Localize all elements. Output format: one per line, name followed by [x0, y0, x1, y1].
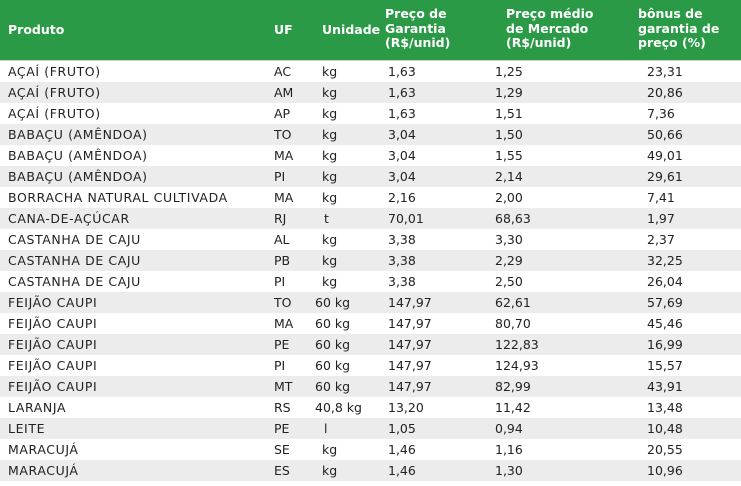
table-row: [0, 334, 741, 355]
table-row: [0, 145, 741, 166]
table-row: [0, 250, 741, 271]
cell-uf: PI: [274, 358, 286, 373]
cell-preco-garantia: 1,63: [388, 64, 416, 79]
header-preco-garantia: Preço de Garantia (R$/unid): [385, 6, 451, 50]
cell-unidade: kg: [322, 169, 338, 184]
cell-preco-medio: 1,29: [495, 85, 523, 100]
table-row: [0, 208, 741, 229]
cell-unidade: 60 kg: [315, 337, 351, 352]
cell-produto: AÇAÍ (FRUTO): [8, 85, 101, 100]
cell-unidade: kg: [322, 442, 338, 457]
cell-preco-garantia: 1,46: [388, 463, 416, 478]
cell-preco-garantia: 1,05: [388, 421, 416, 436]
cell-unidade: t: [324, 211, 329, 226]
cell-preco-garantia: 70,01: [388, 211, 424, 226]
cell-preco-garantia: 147,97: [388, 358, 432, 373]
cell-produto: BABAÇU (AMÊNDOA): [8, 169, 148, 184]
cell-preco-medio: 1,30: [495, 463, 523, 478]
cell-unidade: l: [324, 421, 328, 436]
cell-uf: ES: [274, 463, 290, 478]
cell-unidade: kg: [322, 64, 338, 79]
cell-bonus: 49,01: [647, 148, 683, 163]
cell-bonus: 1,97: [647, 211, 675, 226]
cell-uf: TO: [274, 295, 292, 310]
cell-produto: CASTANHA DE CAJU: [8, 274, 141, 289]
cell-uf: AC: [274, 64, 292, 79]
cell-preco-medio: 1,16: [495, 442, 523, 457]
table-row: [0, 439, 741, 460]
cell-unidade: kg: [322, 274, 338, 289]
cell-preco-garantia: 2,16: [388, 190, 416, 205]
cell-preco-medio: 11,42: [495, 400, 531, 415]
cell-bonus: 7,41: [647, 190, 675, 205]
cell-produto: BABAÇU (AMÊNDOA): [8, 127, 148, 142]
cell-produto: CANA-DE-AÇÚCAR: [8, 211, 130, 226]
cell-preco-medio: 122,83: [495, 337, 539, 352]
cell-bonus: 16,99: [647, 337, 683, 352]
cell-preco-garantia: 3,38: [388, 253, 416, 268]
cell-uf: PE: [274, 421, 290, 436]
cell-preco-garantia: 147,97: [388, 295, 432, 310]
cell-preco-garantia: 147,97: [388, 316, 432, 331]
cell-preco-garantia: 3,38: [388, 274, 416, 289]
cell-bonus: 57,69: [647, 295, 683, 310]
table-row: [0, 229, 741, 250]
header-uf: UF: [274, 22, 293, 37]
cell-unidade: 40,8 kg: [315, 400, 362, 415]
cell-bonus: 20,55: [647, 442, 683, 457]
cell-preco-medio: 2,14: [495, 169, 523, 184]
cell-preco-medio: 1,50: [495, 127, 523, 142]
cell-preco-garantia: 13,20: [388, 400, 424, 415]
cell-produto: AÇAÍ (FRUTO): [8, 64, 101, 79]
cell-bonus: 15,57: [647, 358, 683, 373]
cell-preco-garantia: 3,04: [388, 169, 416, 184]
cell-preco-garantia: 147,97: [388, 379, 432, 394]
table-row: [0, 460, 741, 481]
header-unidade: Unidade: [322, 22, 381, 37]
cell-uf: AL: [274, 232, 290, 247]
table-row: [0, 187, 741, 208]
cell-bonus: 29,61: [647, 169, 683, 184]
table-row: [0, 82, 741, 103]
cell-bonus: 32,25: [647, 253, 683, 268]
cell-preco-medio: 1,51: [495, 106, 523, 121]
table-row: [0, 166, 741, 187]
cell-uf: MT: [274, 379, 293, 394]
cell-produto: AÇAÍ (FRUTO): [8, 106, 101, 121]
cell-unidade: kg: [322, 232, 338, 247]
cell-preco-garantia: 147,97: [388, 337, 432, 352]
table-row: [0, 376, 741, 397]
cell-produto: CASTANHA DE CAJU: [8, 232, 141, 247]
cell-unidade: kg: [322, 253, 338, 268]
cell-produto: FEIJÃO CAUPI: [8, 295, 98, 310]
cell-produto: FEIJÃO CAUPI: [8, 358, 98, 373]
cell-preco-garantia: 1,63: [388, 106, 416, 121]
cell-uf: MA: [274, 316, 294, 331]
cell-uf: AM: [274, 85, 294, 100]
cell-unidade: kg: [322, 190, 338, 205]
cell-preco-medio: 2,50: [495, 274, 523, 289]
cell-bonus: 10,96: [647, 463, 683, 478]
cell-preco-medio: 1,55: [495, 148, 523, 163]
cell-preco-medio: 68,63: [495, 211, 531, 226]
cell-preco-medio: 3,30: [495, 232, 523, 247]
header-preco-medio: Preço médio de Mercado (R$/unid): [506, 6, 594, 50]
cell-preco-medio: 2,29: [495, 253, 523, 268]
cell-preco-medio: 2,00: [495, 190, 523, 205]
table-row: [0, 397, 741, 418]
cell-preco-medio: 124,93: [495, 358, 539, 373]
cell-unidade: kg: [322, 463, 338, 478]
header-produto: Produto: [8, 22, 65, 37]
cell-uf: RJ: [274, 211, 287, 226]
cell-bonus: 45,46: [647, 316, 683, 331]
table-row: [0, 313, 741, 334]
cell-uf: PI: [274, 274, 286, 289]
table-row: [0, 292, 741, 313]
cell-preco-garantia: 1,63: [388, 85, 416, 100]
cell-uf: PI: [274, 169, 286, 184]
cell-unidade: 60 kg: [315, 295, 351, 310]
cell-bonus: 2,37: [647, 232, 675, 247]
cell-bonus: 7,36: [647, 106, 675, 121]
cell-unidade: kg: [322, 85, 338, 100]
cell-preco-garantia: 3,04: [388, 148, 416, 163]
cell-bonus: 50,66: [647, 127, 683, 142]
cell-unidade: 60 kg: [315, 358, 351, 373]
cell-produto: MARACUJÁ: [8, 442, 79, 457]
cell-preco-medio: 80,70: [495, 316, 531, 331]
cell-uf: RS: [274, 400, 291, 415]
cell-uf: PB: [274, 253, 291, 268]
table-row: [0, 124, 741, 145]
cell-uf: SE: [274, 442, 290, 457]
table-body: [0, 61, 741, 481]
cell-preco-garantia: 1,46: [388, 442, 416, 457]
cell-uf: PE: [274, 337, 290, 352]
cell-produto: FEIJÃO CAUPI: [8, 316, 98, 331]
cell-produto: FEIJÃO CAUPI: [8, 379, 98, 394]
cell-preco-garantia: 3,38: [388, 232, 416, 247]
table-row: [0, 355, 741, 376]
cell-uf: AP: [274, 106, 291, 121]
cell-produto: BORRACHA NATURAL CULTIVADA: [8, 190, 228, 205]
cell-preco-medio: 82,99: [495, 379, 531, 394]
table-header: [0, 0, 741, 61]
cell-bonus: 26,04: [647, 274, 683, 289]
cell-unidade: kg: [322, 148, 338, 163]
cell-preco-medio: 62,61: [495, 295, 531, 310]
cell-unidade: 60 kg: [315, 379, 351, 394]
cell-uf: MA: [274, 148, 294, 163]
cell-preco-medio: 1,25: [495, 64, 523, 79]
table-row: [0, 61, 741, 82]
cell-produto: LARANJA: [8, 400, 67, 415]
cell-bonus: 13,48: [647, 400, 683, 415]
cell-unidade: kg: [322, 106, 338, 121]
cell-bonus: 23,31: [647, 64, 683, 79]
cell-bonus: 43,91: [647, 379, 683, 394]
cell-unidade: 60 kg: [315, 316, 351, 331]
cell-produto: BABAÇU (AMÊNDOA): [8, 148, 148, 163]
table-row: [0, 418, 741, 439]
table-row: [0, 271, 741, 292]
cell-preco-garantia: 3,04: [388, 127, 416, 142]
cell-produto: FEIJÃO CAUPI: [8, 337, 98, 352]
cell-produto: CASTANHA DE CAJU: [8, 253, 141, 268]
cell-bonus: 20,86: [647, 85, 683, 100]
cell-uf: TO: [274, 127, 292, 142]
cell-unidade: kg: [322, 127, 338, 142]
cell-uf: MA: [274, 190, 294, 205]
cell-preco-medio: 0,94: [495, 421, 523, 436]
cell-produto: LEITE: [8, 421, 46, 436]
header-bonus: bônus de garantia de preço (%): [638, 6, 720, 50]
table-row: [0, 103, 741, 124]
cell-produto: MARACUJÁ: [8, 463, 79, 478]
cell-bonus: 10,48: [647, 421, 683, 436]
